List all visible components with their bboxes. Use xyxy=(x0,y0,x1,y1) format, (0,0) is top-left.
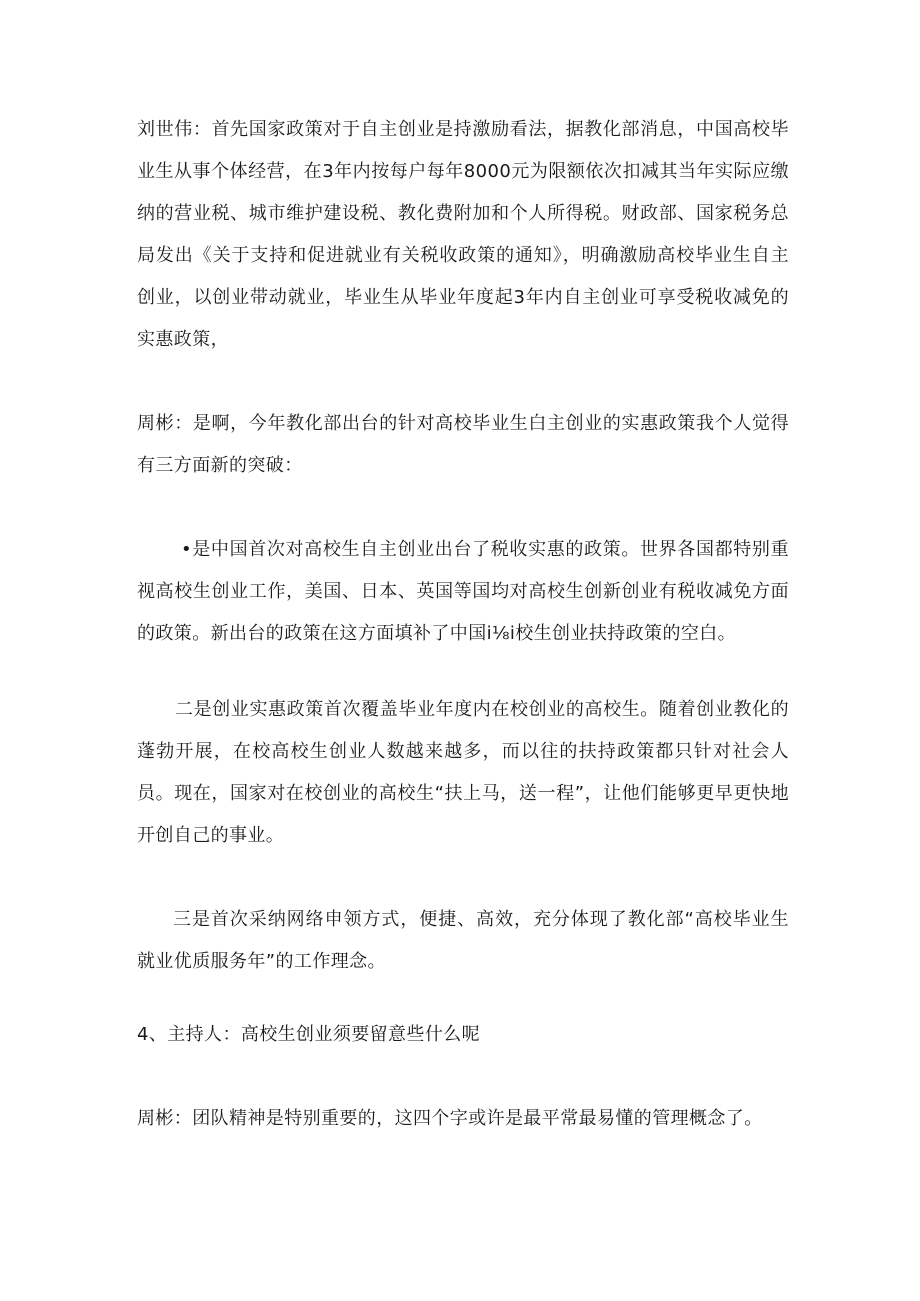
paragraph-host-question: 4、主持人：高校生创业须要留意些什么呢 xyxy=(137,1024,481,1045)
paragraph-point-three: 三是首次采纳网络申领方式，便捷、高效，充分体现了教化部“高校毕业生就业优质服务年”的工作理念。 xyxy=(137,909,789,972)
paragraph-point-two: 二是创业实惠政策首次覆盖毕业年度内在校创业的高校生。随着创业教化的蓬勃开展，在校高校生创业人数越来越多，而以往的扶持政策都只针对社会人员。现在，国家对在校创业的高校生“扶上马，送一程”，让他们能够更早更快地开创自己的事业。 xyxy=(137,699,789,846)
paragraph-point-one: •是中国首次对高校生自主创业出台了税收实惠的政策。世界各国都特别重视高校生创业工作，美国、日本、英国等国均对高校生创新创业有税收减免方面的政策。新出台的政策在这方面填补了中国i⅛i校生创业扶持政策的空白。 xyxy=(137,539,789,644)
paragraph-team-spirit: 周彬：团队精神是特别重要的，这四个字或许是最平常最易懂的管理概念了。 xyxy=(137,1108,763,1129)
paragraph-zhou-bin-breakthroughs: 周彬：是啊，今年教化部出台的针对高校毕业生白主创业的实惠政策我个人觉得有三方面新的突破： xyxy=(137,413,789,476)
paragraph-liu-shiwei-policy: 刘世伟：首先国家政策对于自主创业是持激励看法，据教化部消息，中国高校毕业生从事个体经营，在3年内按每户每年8000元为限额依次扣减其当年实际应缴纳的营业税、城市维护建设税、教化费附加和个人所得税。财政部、国家税务总局发出《关于支持和促进就业有关税收政策的通知》，明确激励高校毕业生自主创业，以创业带动就业，毕业生从毕业年度起3年内自主创业可享受税收减免的实惠政策， xyxy=(137,119,789,350)
